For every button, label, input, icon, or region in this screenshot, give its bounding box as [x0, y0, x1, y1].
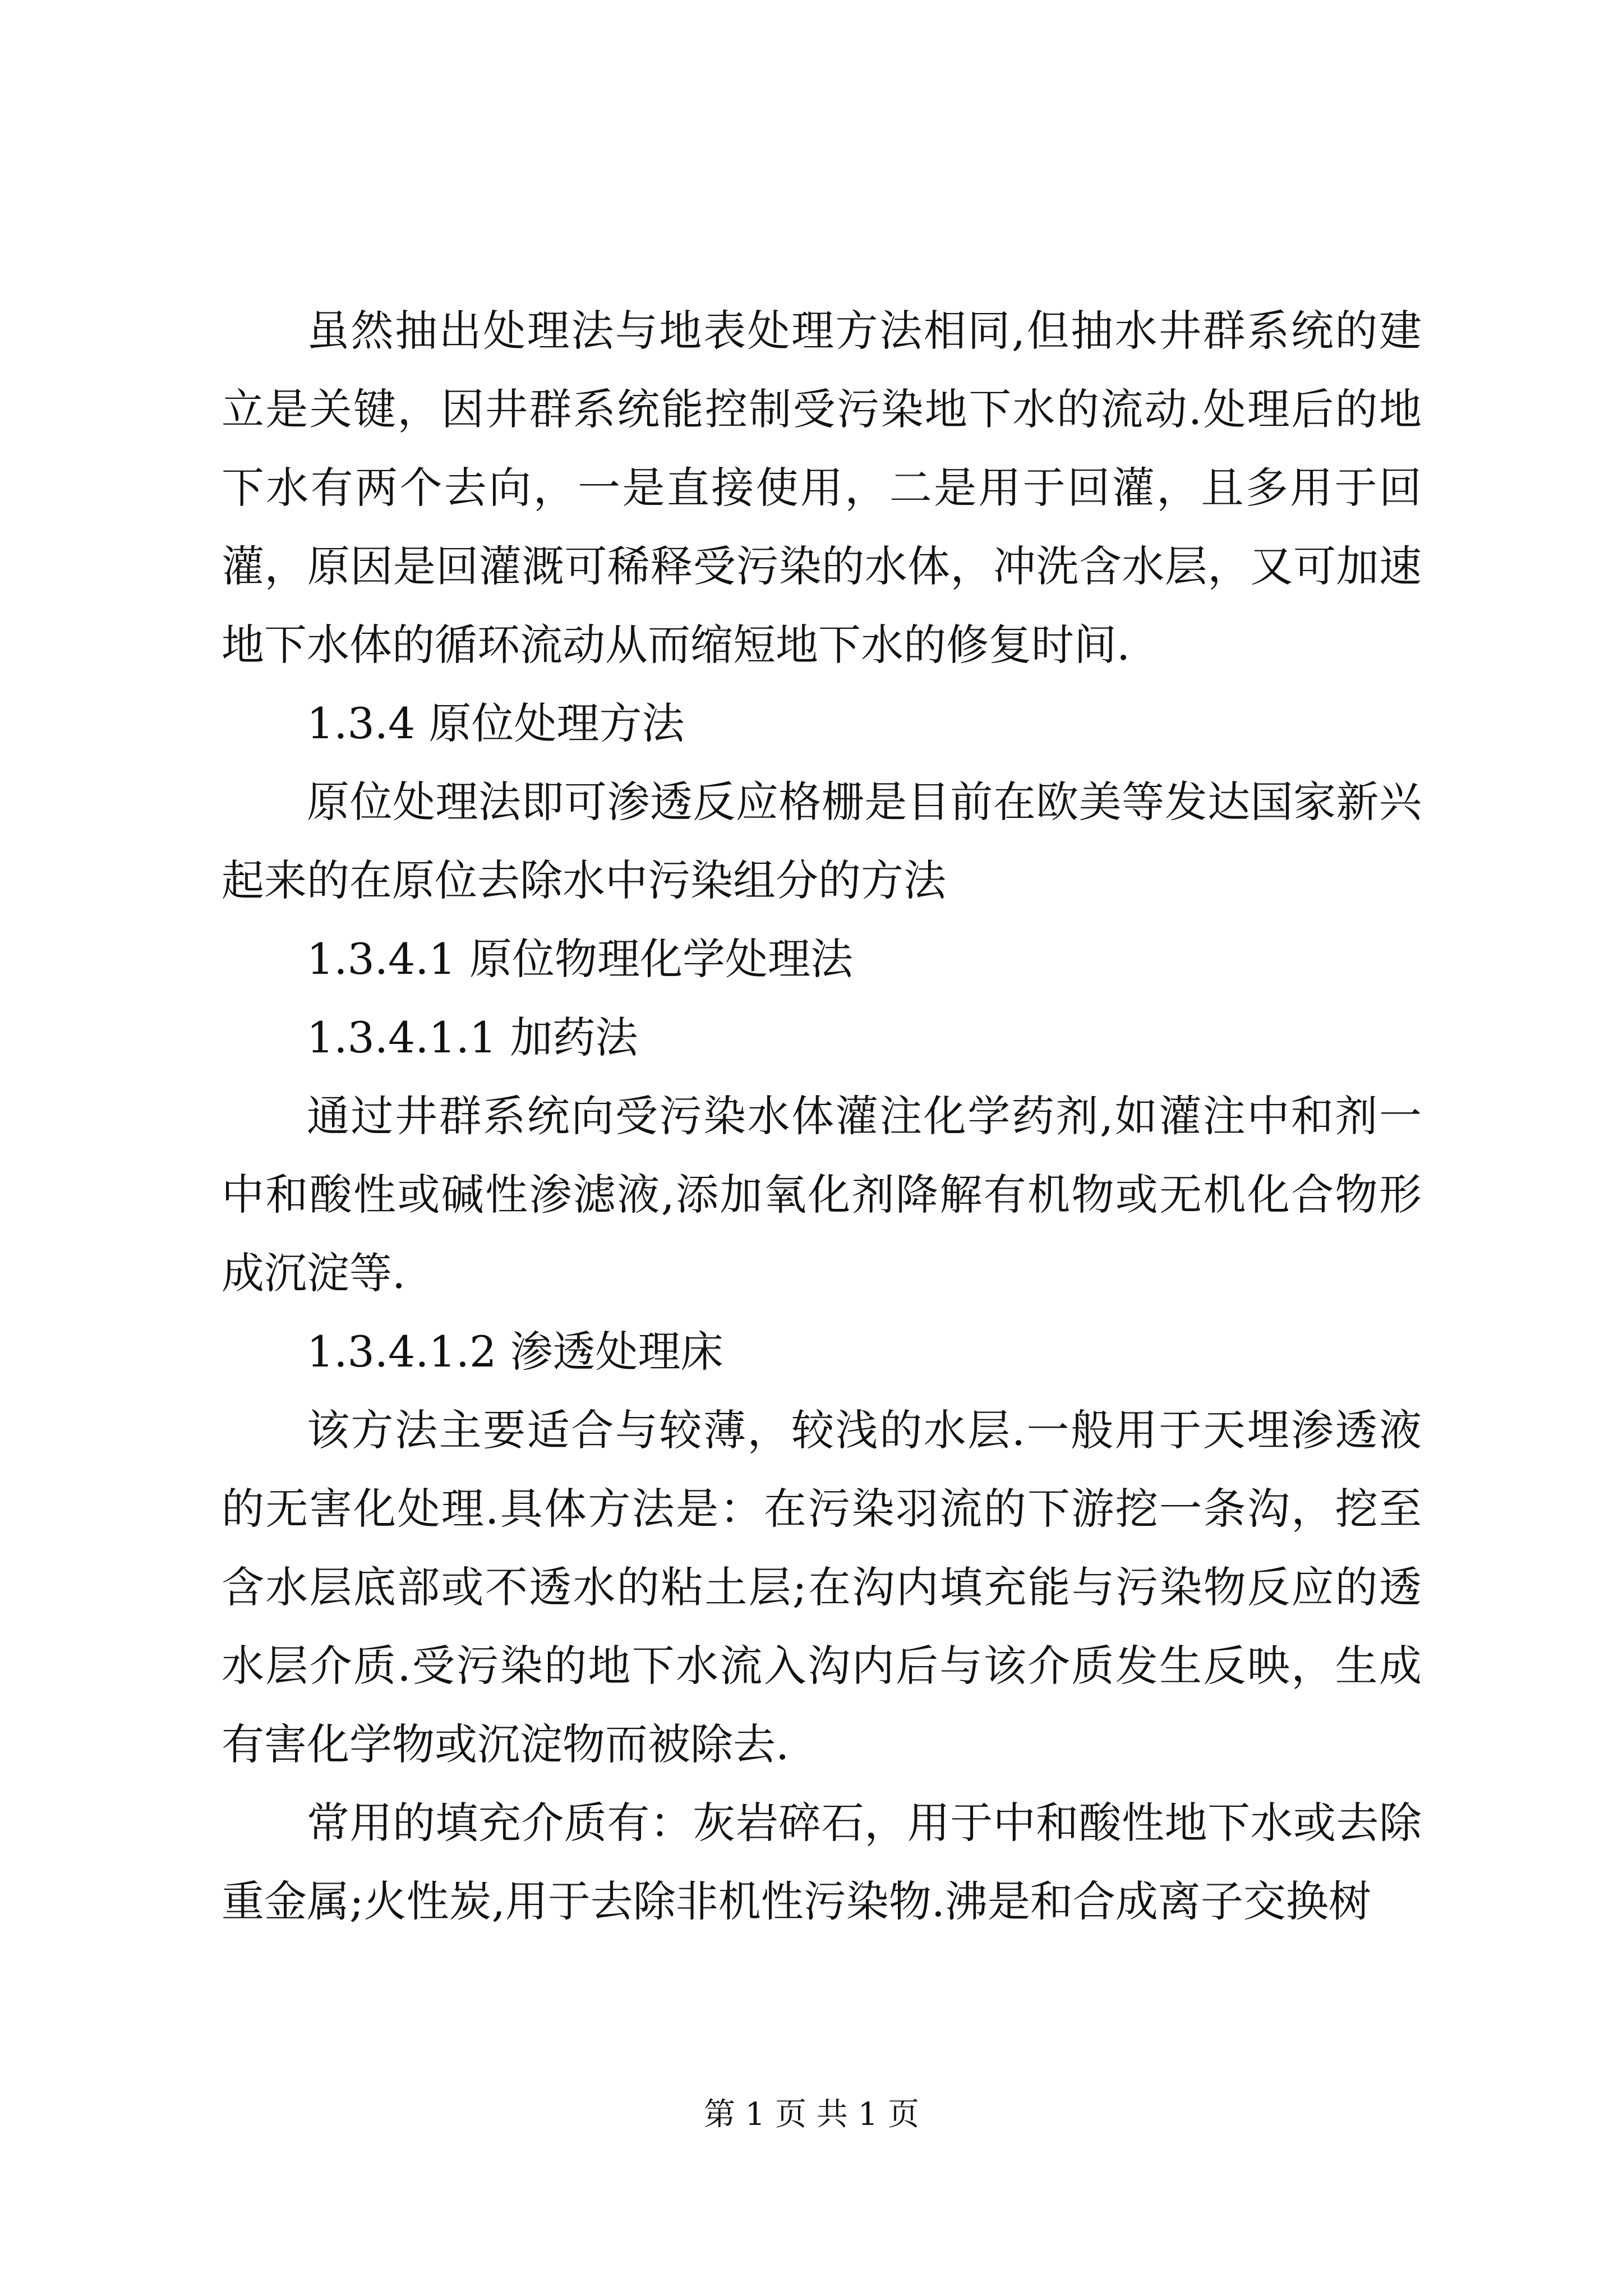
document-body: [222, 292, 1422, 1941]
page-footer: 第 1 页 共 1 页: [703, 2096, 920, 2133]
paragraph-in-situ: 原位处理法即可渗透反应格栅是目前在欧美等发达国家新兴起来的在原位去除水中污染组分的方法: [222, 777, 1422, 905]
heading-1-3-4-1: 1.3.4.1 原位物理化学处理法: [307, 934, 854, 984]
heading-1-3-4: 1.3.4 原位处理方法: [307, 698, 685, 748]
heading-1-3-4-1-2: 1.3.4.1.2 渗透处理床: [307, 1327, 723, 1377]
paragraph-fill-media: 常用的填充介质有：灰岩碎石，用于中和酸性地下水或去除重金属;火性炭,用于去除非机性污染物.沸是和合成离子交换树: [222, 1798, 1422, 1926]
heading-1-3-4-1-1: 1.3.4.1.1 加药法: [307, 1013, 638, 1062]
paragraph-permeable-bed: 该方法主要适合与较薄，较浅的水层.一般用于天埋渗透液的无害化处理.具体方法是：在污染羽流的下游挖一条沟，挖至含水层底部或不透水的粘土层;在沟内填充能与污染物反应的透水层介质.受污染的地下水流入沟内后与该介质发生反映，生成有害化学物或沉淀物而被除去.: [222, 1405, 1422, 1769]
paragraph-dosing: 通过井群系统向受污染水体灌注化学药剂,如灌注中和剂一中和酸性或碱性渗滤液,添加氧化剂降解有机物或无机化合物形成沉淀等.: [222, 1091, 1422, 1298]
paragraph-pump-treat: 虽然抽出处理法与地表处理方法相同,但抽水井群系统的建立是关键，因井群系统能控制受污染地下水的流动.处理后的地下水有两个去向，一是直接使用，二是用于回灌，且多用于回灌，原因是回灌溉可稀释受污染的水体，冲洗含水层，又可加速地下水体的循环流动从而缩短地下水的修复时间.: [222, 306, 1422, 670]
